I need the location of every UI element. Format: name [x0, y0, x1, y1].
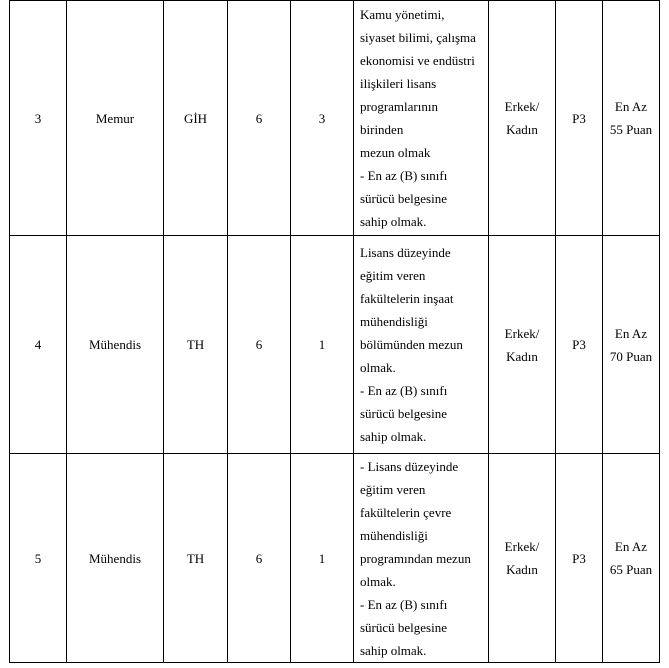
requirement-line: fakültelerin çevre [360, 504, 452, 520]
class-cell: TH [164, 236, 228, 454]
requirement-line: olmak. [360, 360, 396, 375]
count-cell: 1 [291, 236, 354, 454]
requirement-line: sahip olmak. [360, 642, 427, 658]
gender-line: Erkek/ [504, 99, 540, 114]
position-title-cell: Mühendis [67, 236, 164, 454]
requirement-line: birinden [360, 122, 404, 137]
gender-cell [489, 454, 556, 663]
count-cell: 1 [291, 454, 354, 663]
requirements-cell [354, 236, 489, 454]
requirement-line: - En az (B) sınıfı [360, 596, 448, 612]
class-cell: GİH [164, 1, 228, 236]
requirement-line: mühendisliği [360, 527, 428, 543]
requirement-line: siyaset bilimi, çalışma [360, 30, 476, 45]
requirement-line: programından mezun [360, 550, 471, 566]
kpss-type-cell: P3 [556, 1, 603, 236]
degree-cell: 6 [228, 454, 291, 663]
position-title-cell: Mühendis [67, 454, 164, 663]
requirement-line: mezun olmak [360, 145, 431, 160]
row-number-cell: 5 [10, 454, 67, 663]
score-line: 55 Puan [609, 122, 653, 137]
requirement-line: ilişkileri lisans [360, 76, 437, 91]
staff-requirements-table-wrapper [9, 0, 660, 663]
gender-line: Erkek/ [504, 325, 540, 341]
requirement-line: sürücü belgesine [360, 619, 448, 635]
requirement-line: - En az (B) sınıfı [360, 168, 448, 183]
requirement-line: eğitim veren [360, 268, 426, 283]
row-number-cell: 3 [10, 1, 67, 236]
position-title-cell: Memur [67, 1, 164, 236]
requirements-cell [354, 1, 489, 236]
requirements-cell [354, 454, 489, 663]
min-score-cell [603, 236, 660, 454]
class-cell: TH [164, 454, 228, 663]
kpss-type-cell: P3 [556, 454, 603, 663]
gender-line: Erkek/ [504, 539, 540, 554]
kpss-type-cell: P3 [556, 236, 603, 454]
table-row [10, 454, 660, 663]
min-score-cell [603, 1, 660, 236]
gender-line: Kadın [506, 562, 538, 577]
score-line: 70 Puan [609, 348, 653, 364]
requirement-line: bölümünden mezun [360, 337, 463, 352]
min-score-cell [603, 454, 660, 663]
requirement-line: fakültelerin inşaat [360, 291, 454, 306]
requirement-line: - En az (B) sınıfı [360, 383, 448, 398]
degree-cell: 6 [228, 236, 291, 454]
requirement-line: sahip olmak. [360, 214, 427, 229]
table-row [10, 1, 660, 236]
requirement-line: Lisans düzeyinde [360, 245, 451, 260]
count-cell: 3 [291, 1, 354, 236]
score-line: En Az [614, 325, 648, 341]
requirement-line: eğitim veren [360, 481, 426, 497]
degree-cell: 6 [228, 1, 291, 236]
score-line: En Az [614, 99, 648, 114]
requirement-line: sahip olmak. [360, 429, 427, 444]
staff-requirements-table [9, 0, 660, 663]
score-line: En Az [614, 539, 648, 554]
gender-line: Kadın [506, 348, 538, 364]
score-line: 65 Puan [609, 562, 653, 577]
requirement-line: Kamu yönetimi, [360, 7, 445, 22]
requirement-line: programlarının [360, 99, 438, 114]
gender-cell [489, 236, 556, 454]
requirement-line: olmak. [360, 573, 396, 589]
table-row [10, 236, 660, 454]
row-number-cell: 4 [10, 236, 67, 454]
requirement-line: ekonomisi ve endüstri [360, 53, 475, 68]
requirement-line: mühendisliği [360, 314, 428, 329]
gender-cell [489, 1, 556, 236]
requirement-line: sürücü belgesine [360, 406, 448, 421]
requirement-line: sürücü belgesine [360, 191, 448, 206]
requirement-line: - Lisans düzeyinde [360, 458, 459, 474]
gender-line: Kadın [506, 122, 538, 137]
